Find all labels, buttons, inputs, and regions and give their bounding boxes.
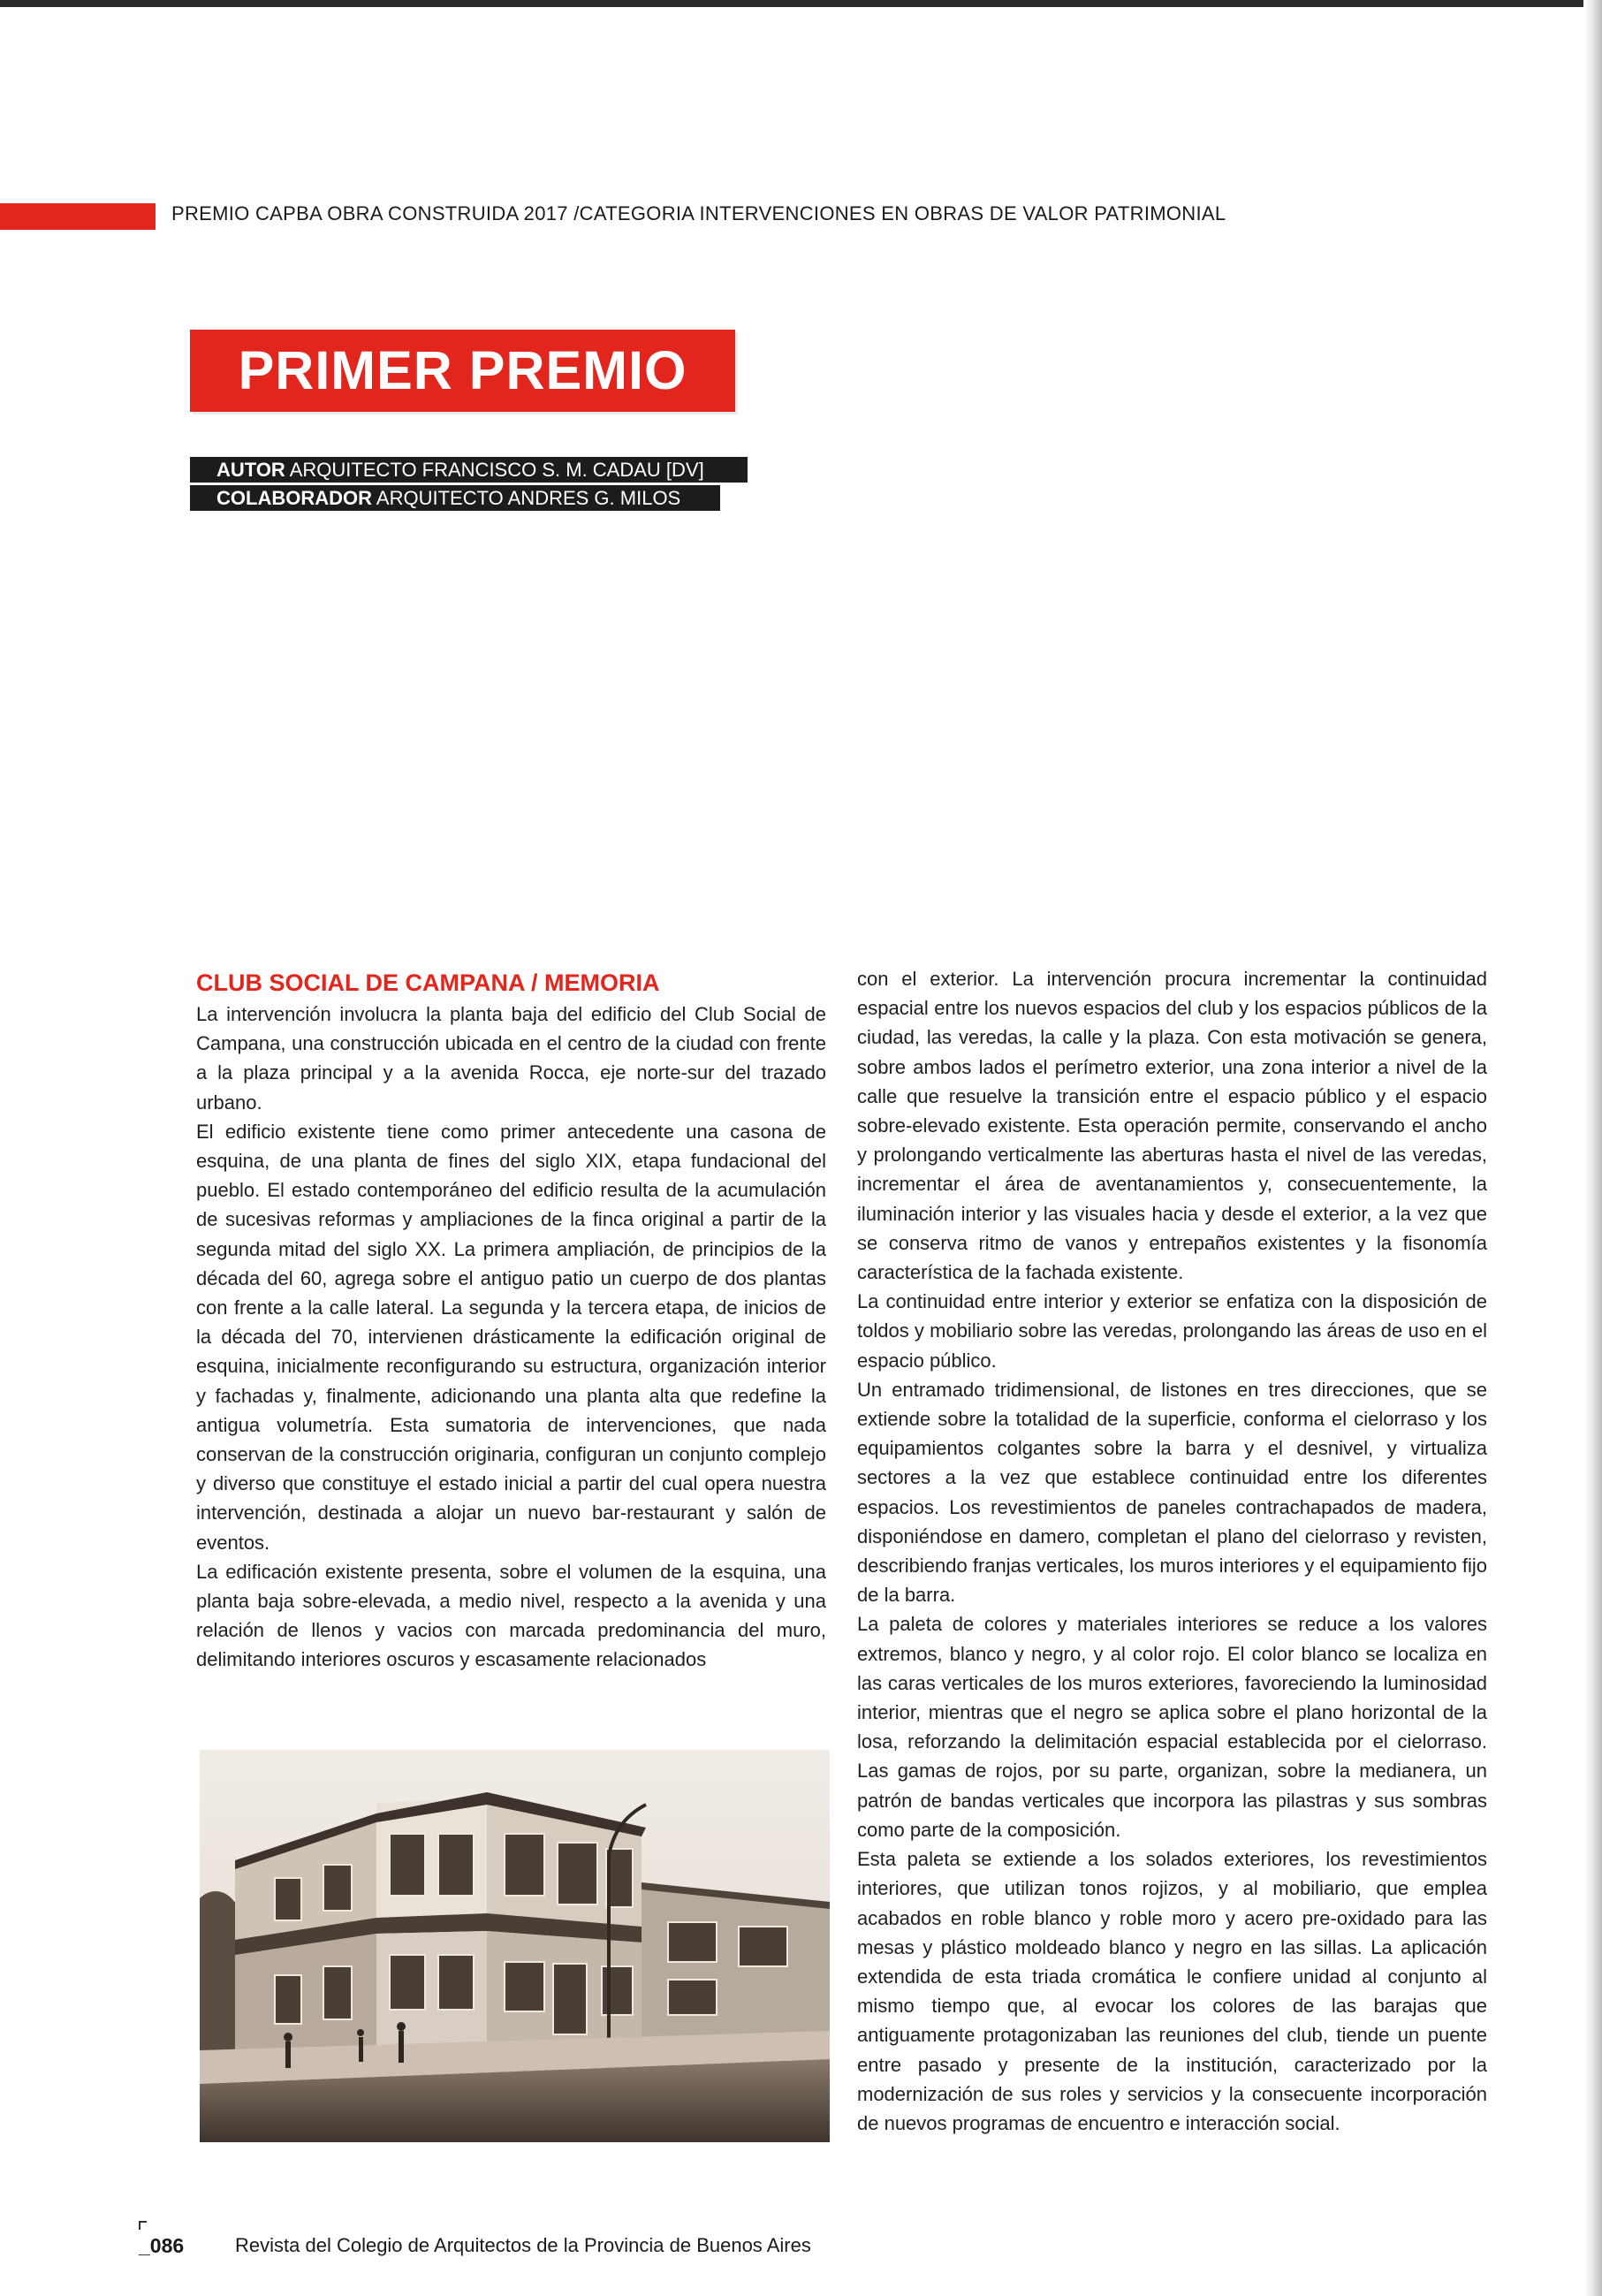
- award-title-box: [190, 330, 735, 412]
- page-edge-shadow: [1583, 0, 1602, 2296]
- article-column-left: [196, 1000, 826, 1675]
- article-paragraph: con el exterior. La intervención procura incrementar la continuidad espacial entre los nuevos espacios del club y los espacios públicos de la ciudad, las veredas, la calle y la plaza. Con esta motivación se genera, sobre ambos lados el perímetro exterior, una zona interior a nivel de la calle que resuelve la transición entre el espacio público y el espacio sobre-elevado existente. Esta operación permite, conservando el ancho y prolongando verticalmente las aberturas hasta el nivel de las veredas, incrementar el área de aventanamientos y, consecuentemente, la iluminación interior y las visuales hacia y desde el exterior, a la vez que se conserva ritmo de vanos y entrepaños existentes y la fisonomía característica de la fachada existente.: [857, 968, 1487, 1284]
- article-paragraph: Esta paleta se extiende a los solados exteriores, los revestimientos interiores, que utilizan tonos rojizos, y al mobiliario, que emplea acabados en roble blanco y roble moro y acero pre-oxidado para las mesas y plástico moldeado blanco y negro en las sillas. La aplicación extendida de esta triada cromática le confiere unidad al conjunto al mismo tiempo que, al evocar los colores de las barajas que antiguamente protagonizaban las reuniones del club, tiende un puente entre pasado y presente de la institución, caracterizado por la modernización de sus roles y servicios y la consecuente incorporación de nuevos programas de encuentro e interacción social.: [857, 1848, 1487, 2134]
- author-credit: [190, 457, 748, 483]
- collaborator-credit: [190, 485, 720, 511]
- collaborator-label: COLABORADOR: [216, 487, 372, 509]
- article-paragraph: La paleta de colores y materiales interiores se reduce a los valores extremos, blanco y negro, y al color rojo. El color blanco se localiza en las caras verticales de los muros exteriores, favoreciendo la luminosidad interior, mientras que el negro se aplica sobre el plano horizontal de la losa, reforzando la delimitación espacial establecida por el cielorraso. Las gamas de rojos, por su parte, organizan, sobre la medianera, un patrón de bandas verticales que incorpora las pilastras y sus sombras como parte de la composición.: [857, 1613, 1487, 1841]
- article-paragraph: La edificación existente presenta, sobre el volumen de la esquina, una planta baja sobre-elevada, a medio nivel, respecto a la avenida y una relación de llenos y vacios con marcada predominancia del muro, delimitando interiores oscuros y escasamente relacionados: [196, 1560, 826, 1671]
- article-paragraph: Un entramado tridimensional, de listones en tres direcciones, que se extiende sobre la totalidad de la superficie, conforma el cielorraso y los equipamientos colgantes sobre la barra y el desnivel, y virtualiza sectores a la vez que establece continuidad entre los diferentes espacios. Los revestimientos de paneles contrachapados de madera, disponiéndose en damero, completan el plano del cielorraso y revisten, describiendo franjas verticales, los muros interiores y el equipamiento fijo de la barra.: [857, 1378, 1487, 1607]
- award-category: PREMIO CAPBA OBRA CONSTRUIDA 2017 /CATEGORIA INTERVENCIONES EN OBRAS DE VALOR PATRIMONIAL: [171, 202, 1226, 224]
- building-photo: [200, 1750, 830, 2142]
- article-paragraph: El edificio existente tiene como primer antecedente una casona de esquina, de una planta de fines del siglo XIX, etapa fundacional del pueblo. El estado contemporáneo del edificio resulta de la acumulación de sucesivas reformas y ampliaciones de la finca original a partir de la segunda mitad del siglo XX. La primera ampliación, de principios de la década del 60, agrega sobre el antiguo patio un cuerpo de dos plantas con frente a la calle lateral. La segunda y la tercera etapa, de inicios de la década del 70, intervienen drásticamente la edificación original de esquina, inicialmente reconfigurando su estructura, organización interior y fachadas y, finalmente, adicionando una planta alta que redefine la antigua volumetría. Esta sumatoria de intervenciones, que nada conservan de la construcción originaria, configuran un conjunto complejo y diverso que constituye el estado inicial a partir del cual opera nuestra intervención, destinada a alojar un nuevo bar-restaurant y salón de eventos.: [196, 1120, 826, 1554]
- publication-name: Revista del Colegio de Arquitectos de la Provincia de Buenos Aires: [235, 2234, 811, 2256]
- author-name: ARQUITECTO FRANCISCO S. M. CADAU [DV]: [289, 459, 704, 481]
- page-number: _086: [139, 2234, 185, 2257]
- award-title: PRIMER PREMIO: [238, 340, 687, 400]
- page-number-mark: [139, 2221, 147, 2223]
- article-paragraph: La continuidad entre interior y exterior se enfatiza con la disposición de toldos y mobiliario sobre las veredas, prolongando las áreas de uso en el espacio público.: [857, 1290, 1487, 1372]
- article-heading: CLUB SOCIAL DE CAMPANA / MEMORIA: [196, 969, 660, 996]
- article-paragraph: La intervención involucra la planta baja del edificio del Club Social de Campana, una construcción ubicada en el centro de la ciudad con frente a la plaza principal y a la avenida Rocca, eje norte-sur del trazado urbano.: [196, 1003, 826, 1114]
- article-column-right: [857, 964, 1487, 2138]
- author-label: AUTOR: [216, 459, 285, 481]
- category-accent-bar: [0, 203, 156, 230]
- top-rule: [0, 0, 1602, 7]
- collaborator-name: ARQUITECTO ANDRES G. MILOS: [376, 487, 681, 509]
